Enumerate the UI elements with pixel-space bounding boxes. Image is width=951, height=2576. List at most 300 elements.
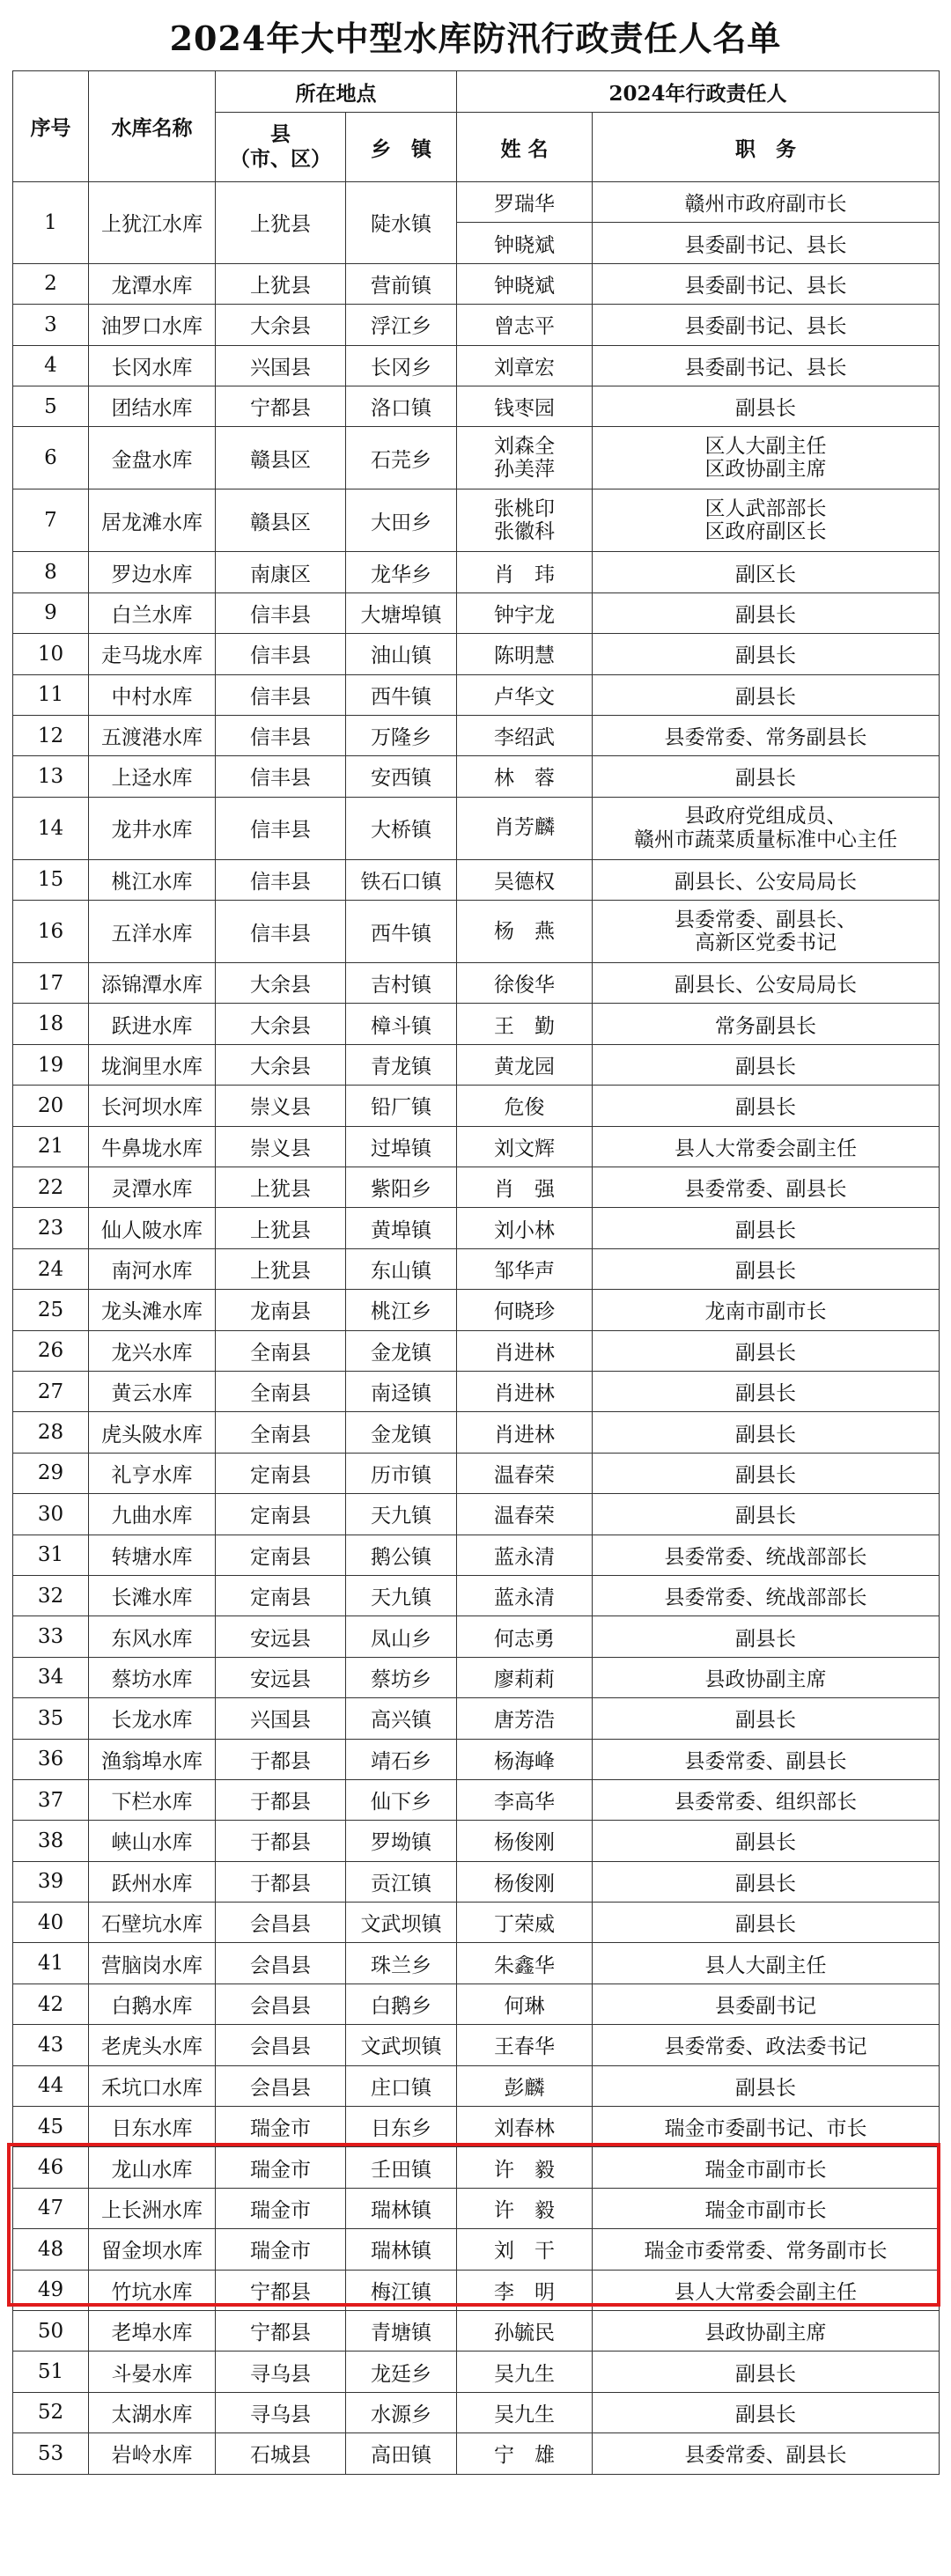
cell-name: 龙山水库 (89, 2147, 216, 2188)
cell-county: 全南县 (216, 1330, 346, 1371)
cell-county: 上犹县 (216, 182, 346, 264)
cell-no: 31 (13, 1535, 89, 1575)
cell-position: 副县长 (593, 1208, 940, 1248)
cell-position: 副县长 (593, 1821, 940, 1861)
header-location: 所在地点 (216, 71, 457, 113)
cell-name: 团结水库 (89, 386, 216, 426)
table-row (13, 1330, 940, 1371)
cell-person: 刘 干 (457, 2229, 593, 2270)
cell-town: 浮江乡 (346, 305, 457, 345)
cell-position: 副县长 (593, 756, 940, 797)
cell-county: 寻乌县 (216, 2392, 346, 2432)
cell-position: 副县长 (593, 592, 940, 633)
cell-no: 3 (13, 305, 89, 345)
cell-person: 钟宇龙 (457, 592, 593, 633)
cell-county: 宁都县 (216, 386, 346, 426)
cell-person: 丁荣威 (457, 1903, 593, 1943)
cell-no: 50 (13, 2310, 89, 2351)
cell-person: 钟晓斌 (457, 223, 593, 263)
cell-town: 蔡坊乡 (346, 1657, 457, 1697)
table-row (13, 2188, 940, 2228)
cell-town: 东山镇 (346, 1248, 457, 1289)
table-row (13, 1779, 940, 1820)
cell-position: 区人武部部长 区政府副区长 (593, 489, 940, 552)
cell-town: 贡江镇 (346, 1861, 457, 1902)
table-row (13, 345, 940, 386)
cell-person: 肖 强 (457, 1167, 593, 1208)
cell-no: 26 (13, 1330, 89, 1371)
cell-no: 2 (13, 263, 89, 304)
cell-no: 32 (13, 1575, 89, 1616)
cell-position: 县委副书记、县长 (593, 305, 940, 345)
cell-county: 定南县 (216, 1535, 346, 1575)
cell-no: 43 (13, 2025, 89, 2065)
cell-person: 邹华声 (457, 1248, 593, 1289)
cell-no: 19 (13, 1044, 89, 1085)
cell-person: 李高华 (457, 1779, 593, 1820)
cell-county: 石城县 (216, 2433, 346, 2474)
cell-person: 张桃印 张徽科 (457, 489, 593, 552)
cell-person: 罗瑞华 (457, 182, 593, 223)
cell-town: 营前镇 (346, 263, 457, 304)
cell-position: 副县长 (593, 1412, 940, 1453)
cell-town: 南迳镇 (346, 1371, 457, 1411)
cell-county: 信丰县 (216, 756, 346, 797)
cell-no: 16 (13, 901, 89, 963)
cell-county: 于都县 (216, 1821, 346, 1861)
cell-position: 县委常委、常务副县长 (593, 715, 940, 755)
header-county-line2: （市、区） (230, 147, 331, 171)
cell-position: 副县长 (593, 2352, 940, 2392)
cell-county: 于都县 (216, 1861, 346, 1902)
cell-position: 赣州市政府副市长 (593, 182, 940, 223)
cell-no: 8 (13, 552, 89, 592)
cell-no: 34 (13, 1657, 89, 1697)
cell-town: 洛口镇 (346, 386, 457, 426)
header-county (216, 113, 346, 182)
cell-name: 老虎头水库 (89, 2025, 216, 2065)
cell-position: 区人大副主任 区政协副主席 (593, 427, 940, 489)
table-row (13, 552, 940, 592)
cell-town: 长冈乡 (346, 345, 457, 386)
cell-town: 天九镇 (346, 1575, 457, 1616)
cell-county: 瑞金市 (216, 2147, 346, 2188)
cell-position: 副县长 (593, 1086, 940, 1126)
cell-town: 吉村镇 (346, 963, 457, 1004)
document-page (12, 7, 939, 2475)
cell-no: 27 (13, 1371, 89, 1411)
cell-town: 铁石口镇 (346, 859, 457, 900)
cell-person: 杨俊刚 (457, 1861, 593, 1902)
cell-county: 信丰县 (216, 674, 346, 715)
cell-county: 定南县 (216, 1575, 346, 1616)
cell-county: 兴国县 (216, 1698, 346, 1739)
cell-town: 珠兰乡 (346, 1943, 457, 1984)
reservoir-table (12, 70, 940, 2475)
cell-position: 县人大常委会副主任 (593, 2270, 940, 2310)
cell-name: 金盘水库 (89, 427, 216, 489)
table-row (13, 1616, 940, 1657)
cell-person: 杨海峰 (457, 1739, 593, 1779)
cell-town: 西牛镇 (346, 901, 457, 963)
table-row (13, 386, 940, 426)
cell-position: 县政协副主席 (593, 2310, 940, 2351)
cell-no: 10 (13, 634, 89, 674)
cell-town: 樟斗镇 (346, 1004, 457, 1044)
cell-county: 崇义县 (216, 1126, 346, 1167)
cell-no: 18 (13, 1004, 89, 1044)
cell-town: 大塘埠镇 (346, 592, 457, 633)
table-row (13, 1535, 940, 1575)
cell-name: 太湖水库 (89, 2392, 216, 2432)
cell-position: 副县长、公安局局长 (593, 963, 940, 1004)
cell-county: 南康区 (216, 552, 346, 592)
cell-no: 17 (13, 963, 89, 1004)
header-no: 序号 (13, 71, 89, 182)
cell-position: 常务副县长 (593, 1004, 940, 1044)
cell-name: 下栏水库 (89, 1779, 216, 1820)
cell-county: 信丰县 (216, 797, 346, 859)
cell-name: 黄云水库 (89, 1371, 216, 1411)
cell-town: 文武坝镇 (346, 1903, 457, 1943)
table-row (13, 2392, 940, 2432)
cell-name: 渔翁埠水库 (89, 1739, 216, 1779)
cell-name: 跃州水库 (89, 1861, 216, 1902)
cell-town: 大田乡 (346, 489, 457, 552)
cell-county: 大余县 (216, 1004, 346, 1044)
table-row (13, 797, 940, 859)
cell-town: 壬田镇 (346, 2147, 457, 2188)
cell-person: 钟晓斌 (457, 263, 593, 304)
cell-name: 转塘水库 (89, 1535, 216, 1575)
table-row (13, 1453, 940, 1493)
cell-name: 上长洲水库 (89, 2188, 216, 2228)
cell-name: 长河坝水库 (89, 1086, 216, 1126)
cell-name: 油罗口水库 (89, 305, 216, 345)
cell-position: 县人大副主任 (593, 1943, 940, 1984)
cell-name: 上犹江水库 (89, 182, 216, 264)
cell-town: 万隆乡 (346, 715, 457, 755)
cell-no: 51 (13, 2352, 89, 2392)
cell-position: 瑞金市委副书记、市长 (593, 2107, 940, 2147)
table-row (13, 263, 940, 304)
table-row (13, 2147, 940, 2188)
cell-town: 高田镇 (346, 2433, 457, 2474)
cell-person: 卢华文 (457, 674, 593, 715)
cell-position: 县人大常委会副主任 (593, 1126, 940, 1167)
table-row (13, 1657, 940, 1697)
table-row (13, 2107, 940, 2147)
cell-name: 营脑岗水库 (89, 1943, 216, 1984)
cell-county: 会昌县 (216, 2025, 346, 2065)
cell-person: 许 毅 (457, 2147, 593, 2188)
cell-person: 许 毅 (457, 2188, 593, 2228)
cell-position: 县委常委、统战部部长 (593, 1575, 940, 1616)
table-row (13, 634, 940, 674)
cell-no: 40 (13, 1903, 89, 1943)
cell-no: 47 (13, 2188, 89, 2228)
cell-person: 吴九生 (457, 2352, 593, 2392)
cell-person: 朱鑫华 (457, 1943, 593, 1984)
cell-person: 肖进林 (457, 1371, 593, 1411)
cell-person: 刘章宏 (457, 345, 593, 386)
cell-person: 蓝永清 (457, 1575, 593, 1616)
cell-county: 会昌县 (216, 1984, 346, 2024)
cell-person: 危俊 (457, 1086, 593, 1126)
cell-town: 过埠镇 (346, 1126, 457, 1167)
cell-name: 垅涧里水库 (89, 1044, 216, 1085)
cell-name: 跃进水库 (89, 1004, 216, 1044)
cell-person: 黄龙园 (457, 1044, 593, 1085)
table-row (13, 1575, 940, 1616)
cell-person: 杨俊刚 (457, 1821, 593, 1861)
cell-position: 副县长 (593, 1371, 940, 1411)
table-row (13, 1412, 940, 1453)
cell-person: 彭麟 (457, 2065, 593, 2106)
cell-county: 定南县 (216, 1453, 346, 1493)
cell-position: 龙南市副市长 (593, 1290, 940, 1330)
cell-name: 日东水库 (89, 2107, 216, 2147)
cell-person: 肖进林 (457, 1330, 593, 1371)
header-responsible: 2024年行政责任人 (457, 71, 940, 113)
cell-position: 县委副书记 (593, 1984, 940, 2024)
cell-county: 大余县 (216, 1044, 346, 1085)
table-row (13, 859, 940, 900)
cell-county: 安远县 (216, 1616, 346, 1657)
cell-position: 县委常委、副县长 (593, 1739, 940, 1779)
table-row (13, 1739, 940, 1779)
cell-town: 金龙镇 (346, 1330, 457, 1371)
cell-position: 副县长 (593, 386, 940, 426)
cell-town: 仙下乡 (346, 1779, 457, 1820)
cell-town: 铅厂镇 (346, 1086, 457, 1126)
cell-position: 副县长、公安局局长 (593, 859, 940, 900)
cell-county: 宁都县 (216, 2270, 346, 2310)
cell-no: 45 (13, 2107, 89, 2147)
cell-no: 38 (13, 1821, 89, 1861)
table-row (13, 427, 940, 489)
cell-name: 牛鼻垅水库 (89, 1126, 216, 1167)
table-row (13, 1167, 940, 1208)
cell-name: 五洋水库 (89, 901, 216, 963)
table-row (13, 1371, 940, 1411)
table-row (13, 1821, 940, 1861)
cell-name: 龙潭水库 (89, 263, 216, 304)
cell-person: 陈明慧 (457, 634, 593, 674)
cell-county: 信丰县 (216, 715, 346, 755)
cell-town: 瑞林镇 (346, 2229, 457, 2270)
cell-county: 上犹县 (216, 263, 346, 304)
cell-no: 23 (13, 1208, 89, 1248)
cell-person: 宁 雄 (457, 2433, 593, 2474)
cell-town: 油山镇 (346, 634, 457, 674)
cell-town: 文武坝镇 (346, 2025, 457, 2065)
cell-position: 县委常委、副县长 (593, 2433, 940, 2474)
cell-name: 白兰水库 (89, 592, 216, 633)
cell-name: 南河水库 (89, 1248, 216, 1289)
cell-no: 35 (13, 1698, 89, 1739)
cell-position: 副县长 (593, 1330, 940, 1371)
cell-no: 39 (13, 1861, 89, 1902)
cell-town: 白鹅乡 (346, 1984, 457, 2024)
cell-town: 高兴镇 (346, 1698, 457, 1739)
table-row (13, 182, 940, 223)
cell-name: 东风水库 (89, 1616, 216, 1657)
cell-no: 5 (13, 386, 89, 426)
cell-person: 肖芳麟 (457, 797, 593, 859)
cell-no: 9 (13, 592, 89, 633)
cell-no: 22 (13, 1167, 89, 1208)
cell-name: 老埠水库 (89, 2310, 216, 2351)
cell-town: 龙廷乡 (346, 2352, 457, 2392)
cell-town: 安西镇 (346, 756, 457, 797)
cell-town: 瑞林镇 (346, 2188, 457, 2228)
cell-position: 副县长 (593, 2065, 940, 2106)
cell-name: 长龙水库 (89, 1698, 216, 1739)
table-row (13, 1044, 940, 1085)
cell-no: 11 (13, 674, 89, 715)
cell-name: 罗边水库 (89, 552, 216, 592)
cell-county: 赣县区 (216, 489, 346, 552)
cell-position: 副县长 (593, 1861, 940, 1902)
cell-name: 长冈水库 (89, 345, 216, 386)
cell-town: 桃江乡 (346, 1290, 457, 1330)
cell-person: 吴九生 (457, 2392, 593, 2432)
cell-person: 蓝永清 (457, 1535, 593, 1575)
table-row (13, 2229, 940, 2270)
cell-person: 何晓珍 (457, 1290, 593, 1330)
cell-county: 宁都县 (216, 2310, 346, 2351)
cell-county: 崇义县 (216, 1086, 346, 1126)
cell-person: 温春荣 (457, 1494, 593, 1535)
cell-no: 12 (13, 715, 89, 755)
table-row (13, 715, 940, 755)
cell-county: 瑞金市 (216, 2229, 346, 2270)
page-title: 2024年大中型水库防汛行政责任人名单 (169, 18, 782, 58)
cell-no: 7 (13, 489, 89, 552)
cell-person: 刘文辉 (457, 1126, 593, 1167)
cell-person: 曾志平 (457, 305, 593, 345)
cell-no: 20 (13, 1086, 89, 1126)
cell-town: 庄口镇 (346, 2065, 457, 2106)
cell-town: 陡水镇 (346, 182, 457, 264)
cell-no: 14 (13, 797, 89, 859)
cell-county: 全南县 (216, 1412, 346, 1453)
cell-person: 刘春林 (457, 2107, 593, 2147)
cell-name: 添锦潭水库 (89, 963, 216, 1004)
cell-person: 孙毓民 (457, 2310, 593, 2351)
cell-name: 龙头滩水库 (89, 1290, 216, 1330)
cell-name: 仙人陂水库 (89, 1208, 216, 1248)
cell-name: 灵潭水库 (89, 1167, 216, 1208)
table-row (13, 1903, 940, 1943)
cell-town: 西牛镇 (346, 674, 457, 715)
cell-no: 41 (13, 1943, 89, 1984)
cell-no: 1 (13, 182, 89, 264)
cell-position: 县委常委、统战部部长 (593, 1535, 940, 1575)
header-town: 乡 镇 (346, 113, 457, 182)
cell-county: 全南县 (216, 1371, 346, 1411)
table-row (13, 756, 940, 797)
table-row (13, 2025, 940, 2065)
table-row (13, 2352, 940, 2392)
cell-position: 副县长 (593, 1494, 940, 1535)
cell-town: 罗坳镇 (346, 1821, 457, 1861)
cell-position: 瑞金市副市长 (593, 2147, 940, 2188)
cell-no: 48 (13, 2229, 89, 2270)
cell-town: 梅江镇 (346, 2270, 457, 2310)
cell-person: 钱枣园 (457, 386, 593, 426)
cell-county: 瑞金市 (216, 2188, 346, 2228)
table-row (13, 1861, 940, 1902)
cell-name: 白鹅水库 (89, 1984, 216, 2024)
table-row (13, 1208, 940, 1248)
table-row (13, 1290, 940, 1330)
cell-position: 副县长 (593, 1616, 940, 1657)
cell-no: 28 (13, 1412, 89, 1453)
cell-town: 黄埠镇 (346, 1208, 457, 1248)
table-row (13, 2270, 940, 2310)
cell-county: 瑞金市 (216, 2107, 346, 2147)
cell-person: 刘小林 (457, 1208, 593, 1248)
cell-person: 肖 玮 (457, 552, 593, 592)
cell-no: 4 (13, 345, 89, 386)
table-row (13, 1126, 940, 1167)
cell-town: 大桥镇 (346, 797, 457, 859)
cell-county: 信丰县 (216, 901, 346, 963)
cell-county: 会昌县 (216, 1943, 346, 1984)
table-row (13, 1698, 940, 1739)
cell-name: 斗晏水库 (89, 2352, 216, 2392)
table-row (13, 674, 940, 715)
cell-position: 县委副书记、县长 (593, 223, 940, 263)
cell-person: 吴德权 (457, 859, 593, 900)
cell-name: 蔡坊水库 (89, 1657, 216, 1697)
cell-person: 王春华 (457, 2025, 593, 2065)
cell-no: 25 (13, 1290, 89, 1330)
cell-town: 凤山乡 (346, 1616, 457, 1657)
cell-name: 石壁坑水库 (89, 1903, 216, 1943)
table-row (13, 2433, 940, 2474)
header-county-line1: 县 (270, 122, 291, 147)
cell-person: 何琳 (457, 1984, 593, 2024)
table-header (13, 71, 940, 182)
cell-no: 30 (13, 1494, 89, 1535)
cell-position: 副县长 (593, 674, 940, 715)
cell-position: 副县长 (593, 634, 940, 674)
cell-position: 副县长 (593, 1698, 940, 1739)
cell-no: 44 (13, 2065, 89, 2106)
cell-person: 杨 燕 (457, 901, 593, 963)
cell-no: 13 (13, 756, 89, 797)
cell-no: 36 (13, 1739, 89, 1779)
cell-name: 留金坝水库 (89, 2229, 216, 2270)
cell-person: 刘森全 孙美萍 (457, 427, 593, 489)
cell-county: 上犹县 (216, 1208, 346, 1248)
table-row (13, 901, 940, 963)
header-person: 姓 名 (457, 113, 593, 182)
cell-name: 五渡港水库 (89, 715, 216, 755)
cell-name: 龙兴水库 (89, 1330, 216, 1371)
cell-town: 石芫乡 (346, 427, 457, 489)
cell-no: 42 (13, 1984, 89, 2024)
cell-name: 岩岭水库 (89, 2433, 216, 2474)
cell-person: 李绍武 (457, 715, 593, 755)
cell-position: 副县长 (593, 1453, 940, 1493)
cell-name: 中村水库 (89, 674, 216, 715)
cell-town: 龙华乡 (346, 552, 457, 592)
cell-town: 历市镇 (346, 1453, 457, 1493)
